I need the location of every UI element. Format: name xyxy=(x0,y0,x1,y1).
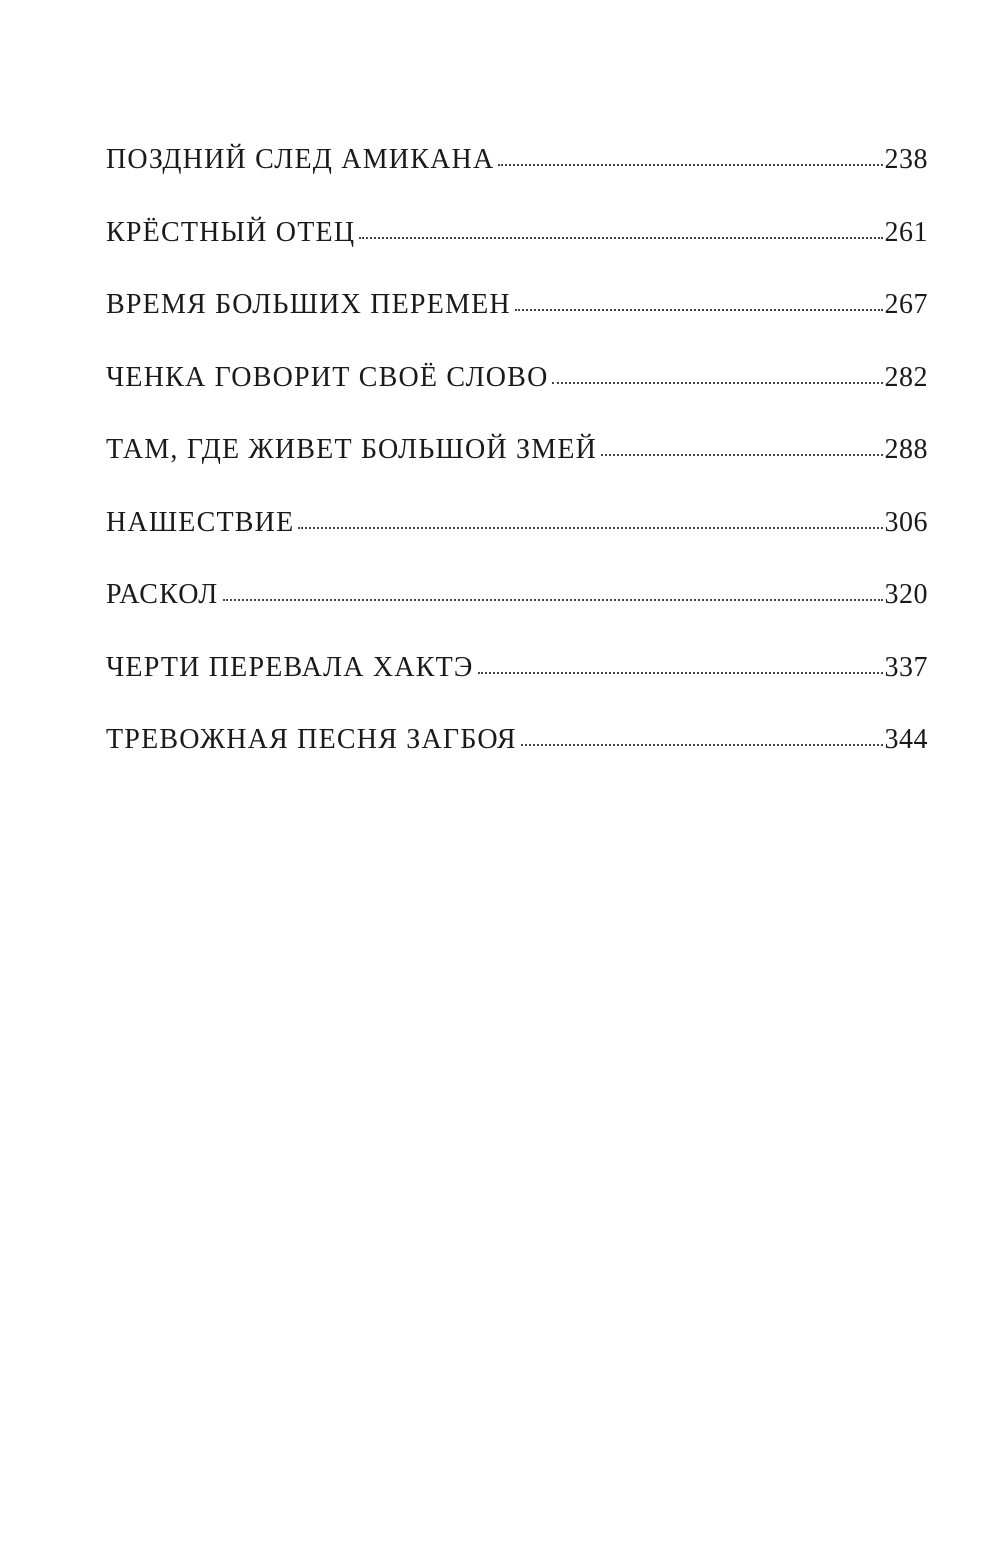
toc-dot-leader xyxy=(515,309,883,311)
toc-entry-title: НАШЕСТВИЕ xyxy=(106,506,295,538)
toc-dot-leader xyxy=(298,527,882,529)
toc-dot-leader xyxy=(359,237,882,239)
toc-entry-page: 238 xyxy=(884,144,928,175)
toc-entry[interactable] xyxy=(106,726,928,799)
toc-entry-title: ВРЕМЯ БОЛЬШИХ ПЕРЕМЕН xyxy=(106,289,511,320)
toc-entry-title: РАСКОЛ xyxy=(106,579,219,610)
toc-entry[interactable] xyxy=(106,291,928,364)
toc-entry-title: ПОЗДНИЙ СЛЕД АМИКАНА xyxy=(106,144,495,175)
toc-entry[interactable] xyxy=(106,436,928,509)
toc-entry[interactable] xyxy=(106,581,928,654)
toc-entry-page: 344 xyxy=(884,724,928,755)
toc-entry-page: 306 xyxy=(884,506,928,538)
table-of-contents xyxy=(106,146,928,799)
toc-entry-title: ЧЕНКА ГОВОРИТ СВОЁ СЛОВО xyxy=(106,361,549,393)
toc-entry-page: 320 xyxy=(884,579,928,610)
toc-entry-page: 288 xyxy=(884,434,928,465)
toc-dot-leader xyxy=(478,672,883,674)
toc-entry-title: ТАМ, ГДЕ ЖИВЕТ БОЛЬШОЙ ЗМЕЙ xyxy=(106,434,598,465)
toc-entry-title: ЧЕРТИ ПЕРЕВАЛА ХАКТЭ xyxy=(106,651,474,683)
toc-entry[interactable] xyxy=(106,361,928,437)
toc-entry[interactable] xyxy=(106,216,928,292)
toc-entry-page: 337 xyxy=(884,651,928,683)
toc-dot-leader xyxy=(601,454,882,456)
toc-dot-leader xyxy=(552,382,882,384)
toc-entry-title: КРЁСТНЫЙ ОТЕЦ xyxy=(106,216,356,248)
toc-entry[interactable] xyxy=(106,146,928,219)
toc-entry[interactable] xyxy=(106,651,928,727)
toc-entry-title: ТРЕВОЖНАЯ ПЕСНЯ ЗАГБОЯ xyxy=(106,724,517,755)
toc-dot-leader xyxy=(521,744,883,746)
toc-entry-page: 282 xyxy=(884,361,928,393)
toc-dot-leader xyxy=(498,164,882,166)
toc-entry[interactable] xyxy=(106,506,928,582)
toc-dot-leader xyxy=(223,599,883,601)
toc-entry-page: 267 xyxy=(884,289,928,320)
toc-entry-page: 261 xyxy=(884,216,928,248)
